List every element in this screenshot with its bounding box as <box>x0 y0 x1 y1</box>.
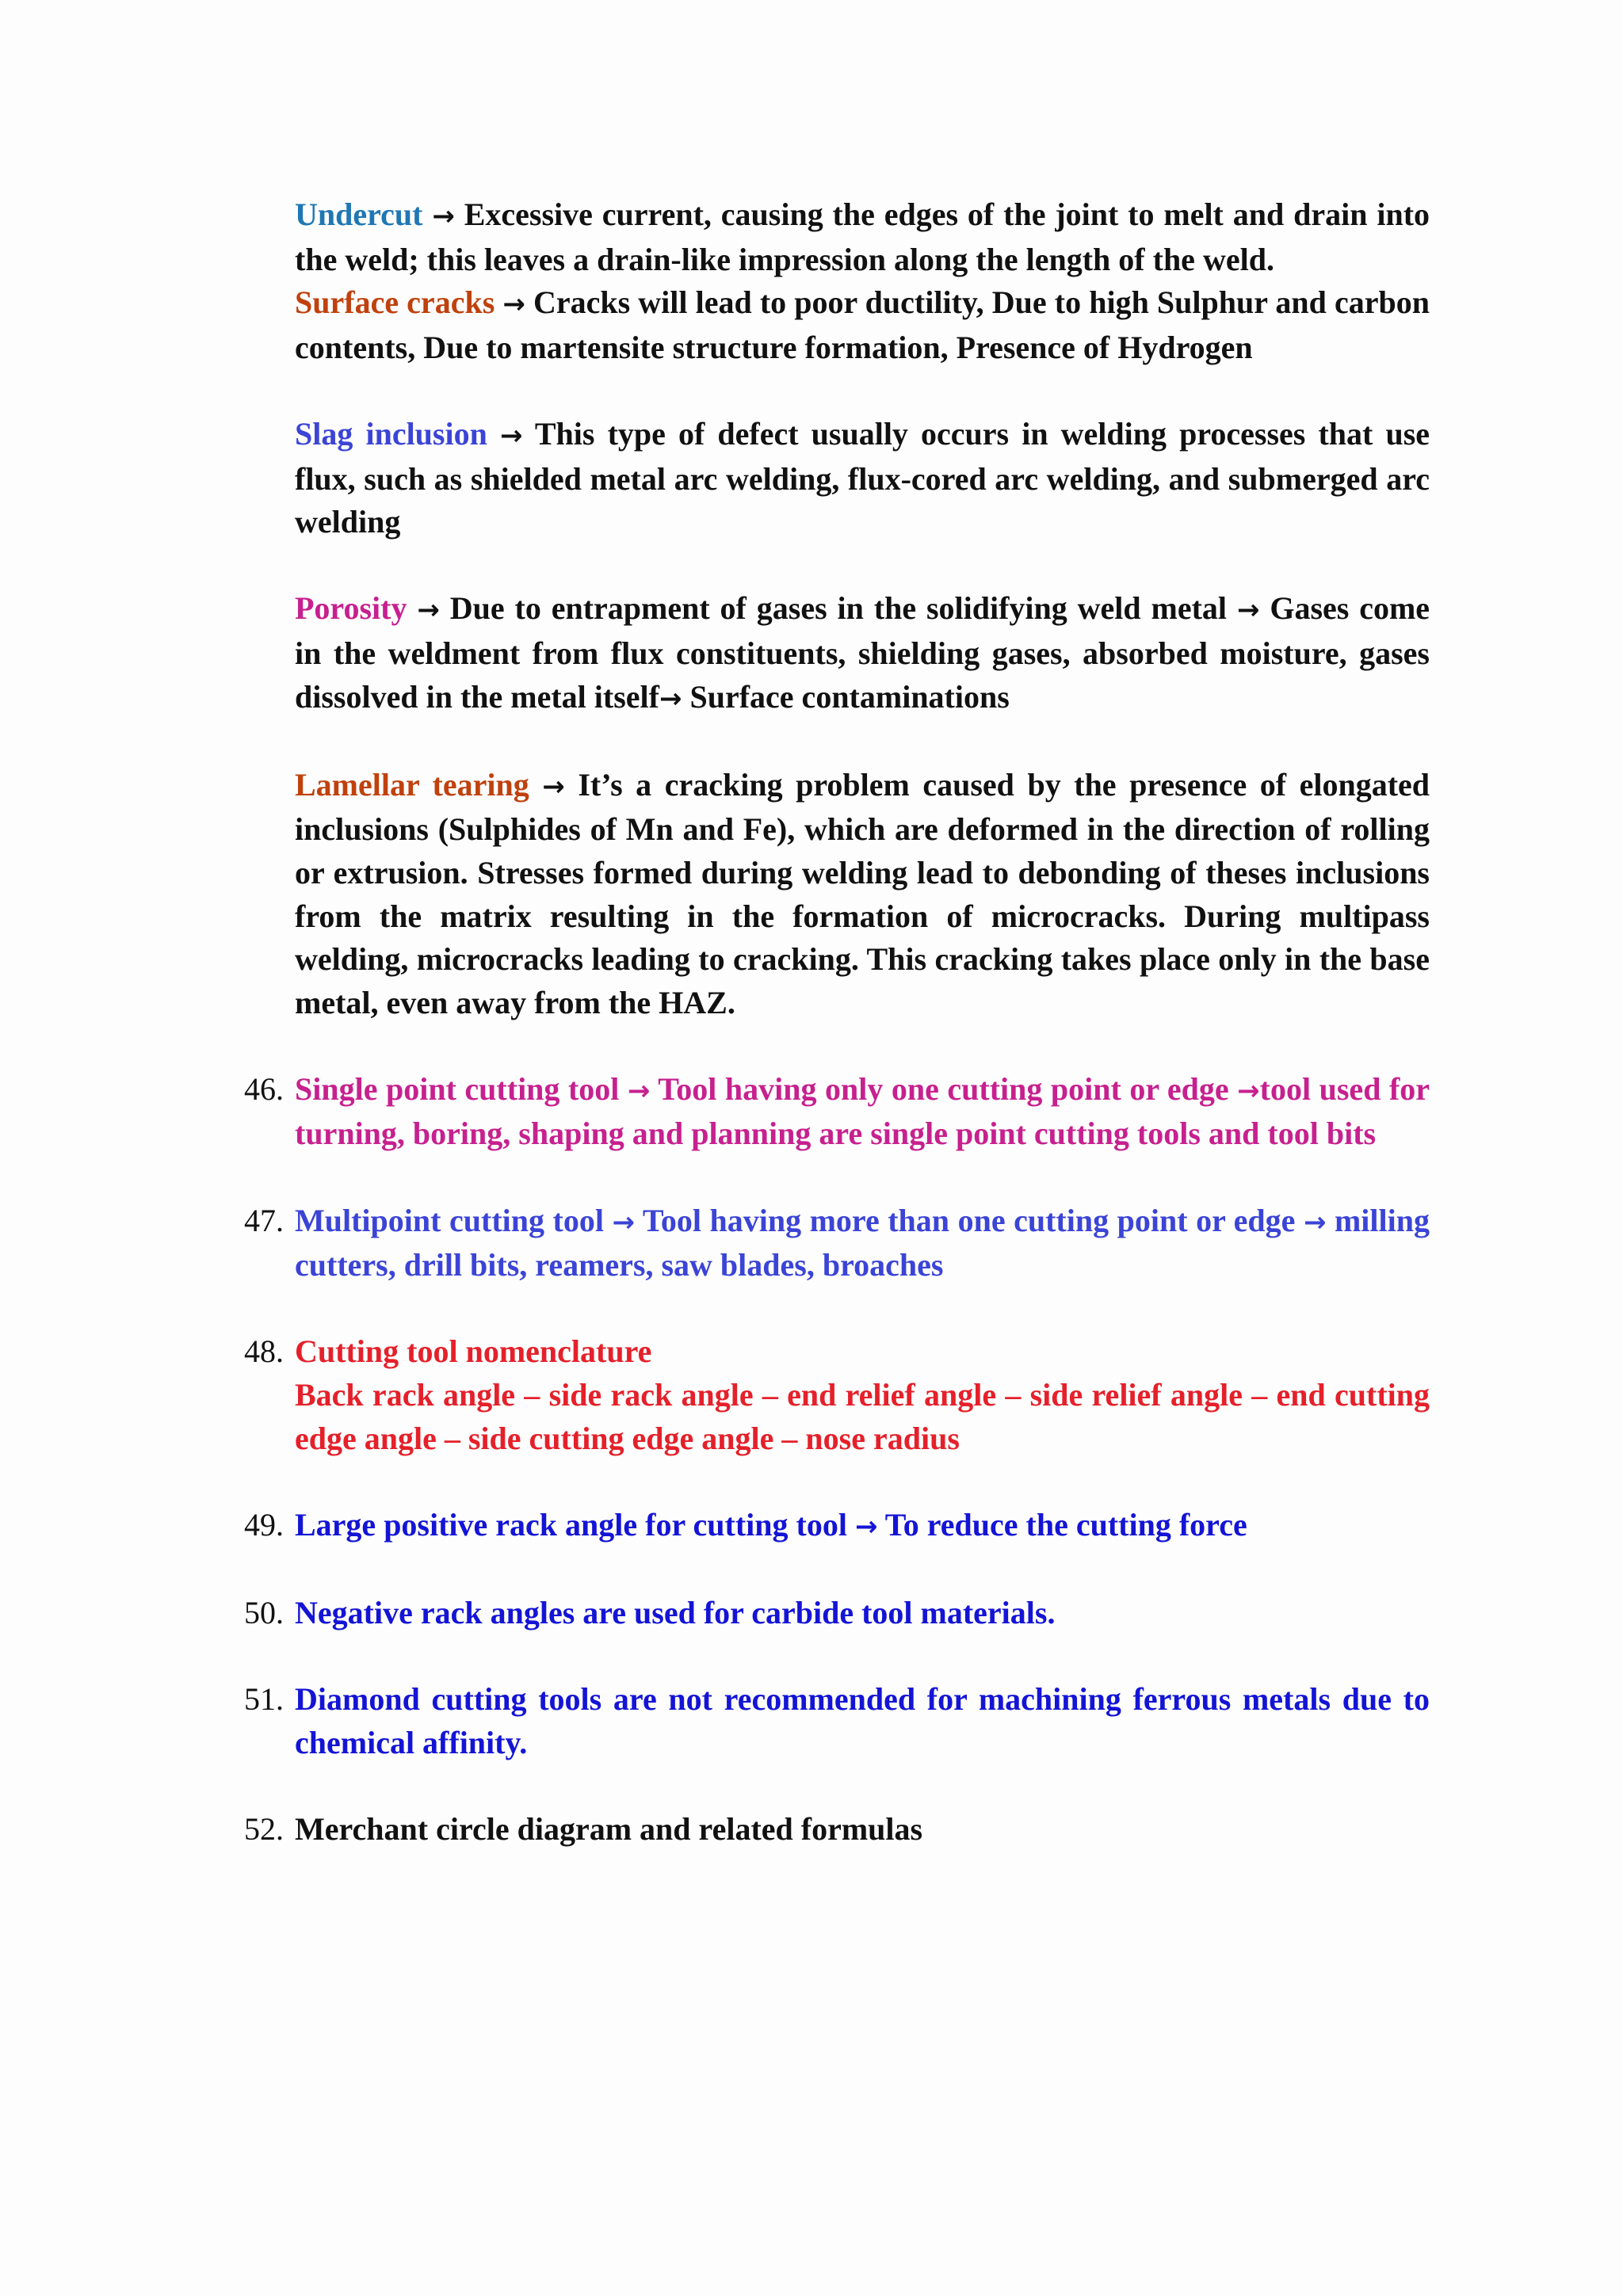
surface-cracks-description: Cracks will lead to poor ductility, Due to high Sulphur and carbon contents, Due to martensite structure formation, Presence of Hydrogen <box>295 284 1430 365</box>
right-arrow-icon: → <box>542 770 565 803</box>
right-arrow-icon: → <box>612 1206 635 1238</box>
list-number: 49. <box>244 1506 284 1543</box>
right-arrow-icon: → <box>1236 594 1260 627</box>
slag-inclusion-description: This type of defect usually occurs in welding processes that use flux, such as shielded metal arc welding, flux-cored arc welding, and submerged arc welding <box>295 415 1430 540</box>
single-point-term: Single point cutting tool <box>295 1070 620 1107</box>
merchant-circle-text: Merchant circle diagram and related formulas <box>295 1810 923 1847</box>
multipoint-term: Multipoint cutting tool <box>295 1202 604 1238</box>
right-arrow-icon: → <box>627 1074 651 1107</box>
right-arrow-icon: → <box>1237 1074 1260 1107</box>
undercut-term: Undercut <box>295 196 423 232</box>
porosity-description-1: Due to entrapment of gases in the solidifying weld metal <box>449 590 1228 627</box>
list-number: 50. <box>244 1595 284 1630</box>
right-arrow-icon: → <box>502 288 525 321</box>
right-arrow-icon: → <box>1303 1206 1327 1238</box>
list-number: 52. <box>244 1810 284 1847</box>
porosity-paragraph <box>295 587 1430 720</box>
slag-inclusion-term: Slag inclusion <box>295 415 487 452</box>
right-arrow-icon: → <box>417 594 440 627</box>
right-arrow-icon: → <box>854 1510 878 1543</box>
list-item-50 <box>244 1592 1430 1635</box>
negative-rack-text: Negative rack angles are used for carbide tool materials. <box>295 1595 1056 1630</box>
list-number: 48. <box>244 1333 284 1370</box>
porosity-description-2: Gases come in the weldment from flux constituents, shielding gases, absorbed moisture, gases dissolved in the metal itself <box>295 590 1430 715</box>
porosity-term: Porosity <box>295 590 407 627</box>
slag-inclusion-paragraph <box>295 413 1430 544</box>
single-point-description-1: Tool having only one cutting point or edge <box>658 1070 1229 1107</box>
list-item-49 <box>244 1504 1430 1549</box>
lamellar-tearing-term: Lamellar tearing <box>295 766 529 803</box>
right-arrow-icon: → <box>432 200 455 232</box>
rack-angle-term: Large positive rack angle for cutting tool <box>295 1506 847 1543</box>
surface-cracks-paragraph <box>295 281 1430 369</box>
document-body <box>244 193 1430 1852</box>
nomenclature-description: Back rack angle – side rack angle – end relief angle – side relief angle – end cutting edge angle – side cutting edge angle – nose radius <box>295 1377 1430 1456</box>
lamellar-tearing-paragraph <box>295 764 1430 1025</box>
list-item-51 <box>244 1678 1430 1764</box>
undercut-description: Excessive current, causing the edges of the joint to melt and drain into the weld; this leaves a drain-like impression along the length of the weld. <box>295 196 1430 277</box>
list-item-48 <box>244 1330 1430 1460</box>
list-number: 47. <box>244 1202 284 1238</box>
rack-angle-description: To reduce the cutting force <box>884 1506 1247 1543</box>
surface-cracks-term: Surface cracks <box>295 284 495 321</box>
list-item-47 <box>244 1199 1430 1287</box>
single-point-description-2: tool used for turning, boring, shaping and planning are single point cutting tools and tool bits <box>295 1070 1430 1152</box>
undercut-paragraph <box>295 193 1430 281</box>
lamellar-tearing-description: It’s a cracking problem caused by the presence of elongated inclusions (Sulphides of Mn and Fe), which are deformed in the direction of rolling or extrusion. Stresses formed during welding lead to debonding of theses inclusions from the matrix resulting in the formation of microcracks. During multipass welding, microcracks leading to cracking. This cracking takes place only in the base metal, even away from the HAZ. <box>295 766 1430 1020</box>
list-item-52 <box>244 1808 1430 1852</box>
nomenclature-title: Cutting tool nomenclature <box>295 1333 652 1370</box>
diamond-tools-text: Diamond cutting tools are not recommended for machining ferrous metals due to chemical affinity. <box>295 1681 1430 1760</box>
list-item-46 <box>244 1068 1430 1156</box>
list-number: 51. <box>244 1681 284 1718</box>
list-number: 46. <box>244 1070 284 1107</box>
porosity-description-3: Surface contaminations <box>689 678 1010 715</box>
right-arrow-icon: → <box>659 682 682 715</box>
right-arrow-icon: → <box>499 419 523 452</box>
multipoint-description-2: milling cutters, drill bits, reamers, saw blades, broaches <box>295 1202 1430 1283</box>
multipoint-description-1: Tool having more than one cutting point or edge <box>642 1202 1296 1238</box>
